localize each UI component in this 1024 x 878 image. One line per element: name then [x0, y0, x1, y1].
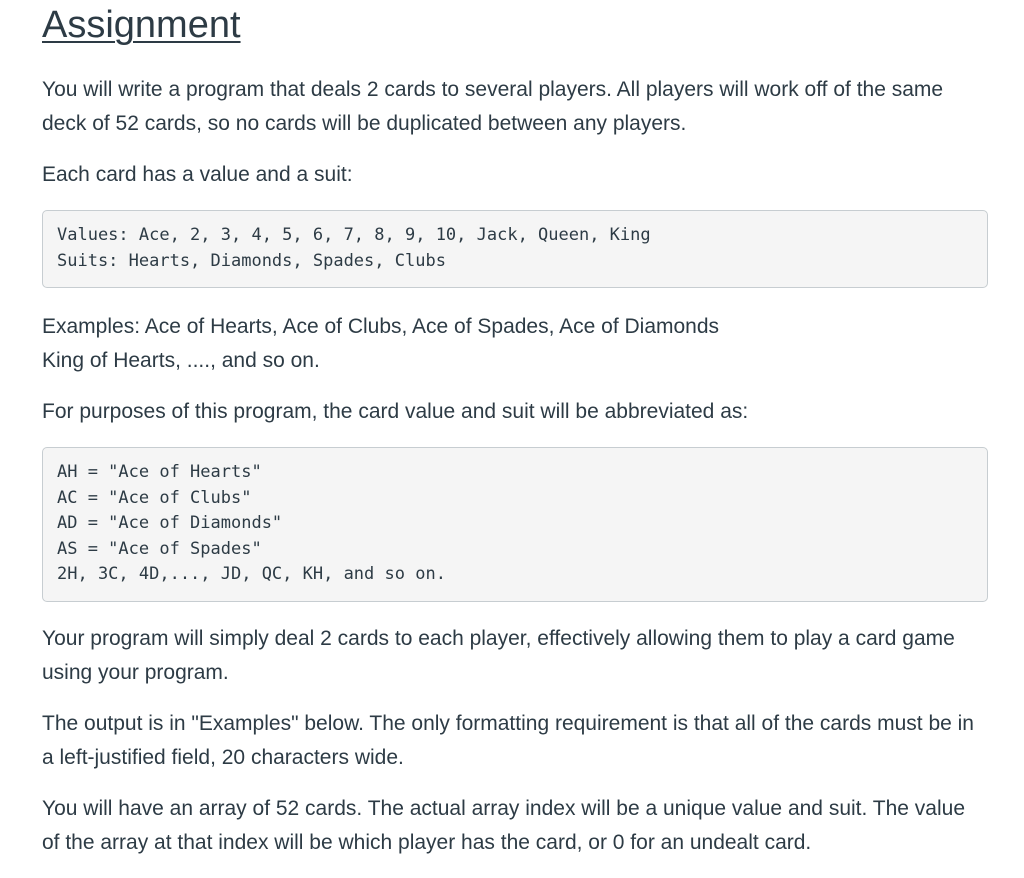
card-description-paragraph: Each card has a value and a suit: [42, 163, 353, 186]
code-line-as: AS = "Ace of Spades" [57, 538, 262, 559]
purpose-paragraph: For purposes of this program, the card value and suit will be abbreviated as: [42, 400, 749, 423]
examples-line-1: Examples: Ace of Hearts, Ace of Clubs, Ace of Spades, Ace of Diamonds [42, 315, 720, 338]
output-format-paragraph: The output is in "Examples" below. The only formatting requirement is that all of the cards must be in a left-justified field, 20 characters wide. [42, 712, 974, 769]
code-line-suits: Suits: Hearts, Diamonds, Spades, Clubs [57, 250, 446, 271]
code-line-values: Values: Ace, 2, 3, 4, 5, 6, 7, 8, 9, 10, Jack, Queen, King [57, 225, 651, 245]
assignment-content [42, 0, 988, 860]
examples-paragraph [42, 310, 988, 378]
abbreviations-code-block [42, 447, 988, 602]
page-title: Assignment [42, 4, 241, 46]
code-line-ah: AH = "Ace of Hearts" [57, 462, 262, 482]
deal-paragraph: Your program will simply deal 2 cards to each player, effectively allowing them to play a card game using your program. [42, 627, 955, 684]
intro-paragraph: You will write a program that deals 2 cards to several players. All players will work off of the same deck of 52 cards, so no cards will be duplicated between any players. [42, 78, 944, 135]
code-line-ac: AC = "Ace of Clubs" [57, 487, 252, 508]
code-line-ad: AD = "Ace of Diamonds" [57, 513, 283, 533]
array-paragraph: You will have an array of 52 cards. The actual array index will be a unique value and suit. The value of the array at that index will be which player has the card, or 0 for an undealt card. [42, 797, 966, 854]
examples-line-2: King of Hearts, ...., and so on. [42, 349, 320, 372]
code-line-etc: 2H, 3C, 4D,..., JD, QC, KH, and so on. [57, 564, 446, 584]
values-suits-code-block [42, 210, 988, 288]
